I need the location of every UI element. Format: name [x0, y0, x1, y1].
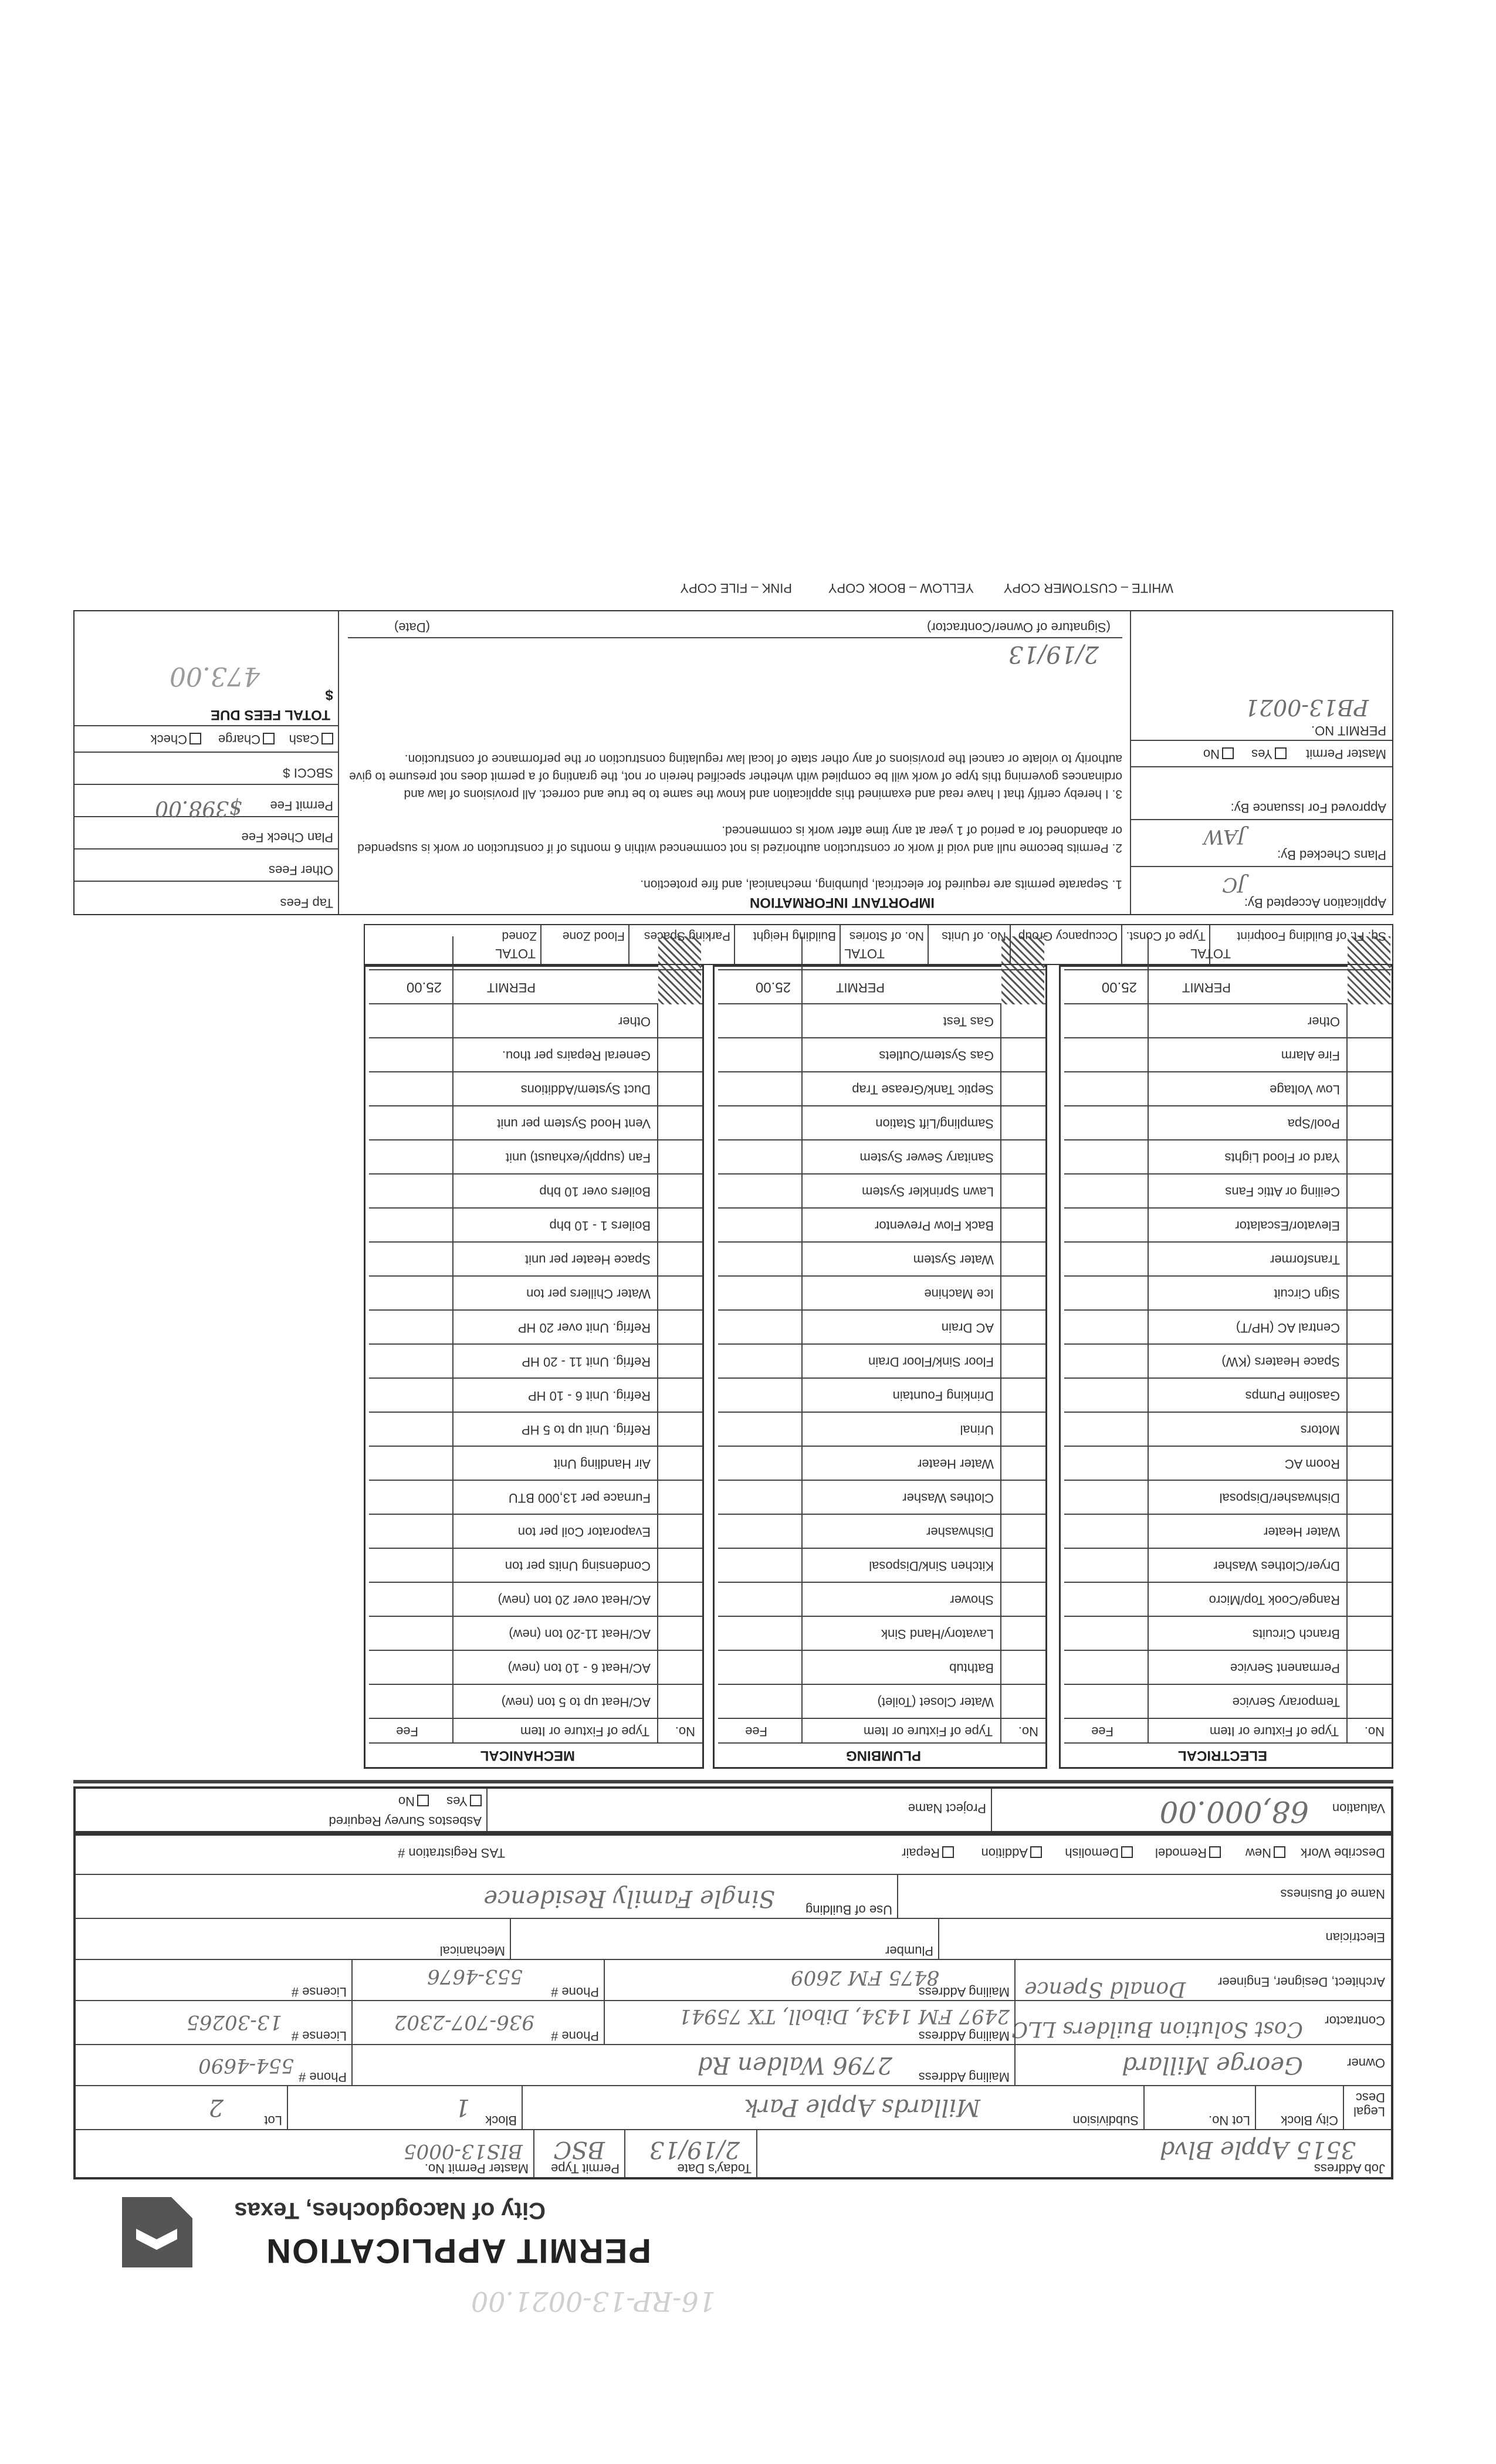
- mechanical-row-8: Air Handling Unit: [553, 1457, 651, 1471]
- electrical-row-rule-14: [1064, 1241, 1392, 1243]
- electrical-title: ELECTRICAL: [1178, 1748, 1267, 1764]
- building-info-section: [364, 924, 1393, 965]
- mechanical-trade-label: Mechanical: [439, 1944, 505, 1958]
- electrical-row-8: Room AC: [1284, 1457, 1340, 1471]
- architect-license-label: License #: [291, 1985, 347, 1999]
- plumbing-row-3: Lavatory/Hand Sink: [881, 1627, 994, 1641]
- total-fees-value: 473.00: [170, 661, 260, 691]
- mechanical-row-rule-20: [369, 1037, 702, 1038]
- plumbing-row-rule-21: [718, 1003, 1045, 1004]
- copy-yellow: YELLOW – BOOK COPY: [828, 581, 974, 595]
- plumbing-row-21: Gas Test: [943, 1014, 994, 1029]
- plumbing-row-17: Sanitary Sewer System: [859, 1150, 994, 1165]
- mechanical-row-16: Boilers over 10 bhp: [539, 1184, 651, 1199]
- electrical-row-rule-2: [1064, 1650, 1392, 1651]
- permit-type-label: Permit Type: [551, 2161, 620, 2176]
- copy-pink: PINK – FILE COPY: [680, 581, 792, 595]
- owner-label: Owner: [1347, 2056, 1385, 2070]
- plumbing-col-no: No.: [1018, 1724, 1038, 1739]
- owner-mailing-label: Mailing Address: [918, 2070, 1010, 2084]
- no-of-units-label: No. of Units: [942, 929, 1006, 943]
- electrical-row-rule-8: [1064, 1446, 1392, 1447]
- electrical-row-rule-7: [1064, 1480, 1392, 1481]
- plumbing-row-rule-12: [718, 1309, 1045, 1311]
- electrical-row-1: Temporary Service: [1232, 1695, 1340, 1710]
- mechanical-row-rule-13: [369, 1275, 702, 1277]
- valuation-label: Valuation: [1332, 1801, 1385, 1816]
- plumbing-row-7: Clothes Washer: [902, 1491, 994, 1505]
- permit-no-value: PB13-0021: [1244, 695, 1369, 720]
- plumbing-row-20: Gas System/Outlets: [879, 1048, 994, 1063]
- plumbing-row-16: Lawn Sprinkler System: [862, 1184, 994, 1199]
- plumbing-row-rule-2: [718, 1650, 1045, 1651]
- electrical-row-rule-5: [1064, 1548, 1392, 1549]
- mechanical-row-rule-7: [369, 1480, 702, 1481]
- plumbing-row-8: Water Heater: [917, 1457, 994, 1471]
- plumbing-row-5: Kitchen Sink/Disposal: [869, 1559, 994, 1573]
- mechanical-permit-rule: [369, 969, 702, 970]
- plumbing-header-rule: [718, 1718, 1045, 1719]
- payment-charge[interactable]: Charge: [218, 732, 275, 747]
- electrical-permit-label: PERMIT: [1182, 980, 1231, 995]
- plumbing-row-rule-10: [718, 1377, 1045, 1379]
- plumbing-row-rule-19: [718, 1071, 1045, 1072]
- occupancy-group-label: Occupancy Group: [1018, 929, 1118, 943]
- plans-checked-value: JAW: [1203, 825, 1245, 848]
- electrical-row-rule-10: [1064, 1377, 1392, 1379]
- electrical-col-rule-1: [1346, 1004, 1348, 1744]
- contractor-phone-value: 936-707-2302: [394, 2011, 534, 2034]
- mechanical-row-7: Furnace per 13,000 BTU: [508, 1491, 651, 1505]
- plumbing-col-fee: Fee: [745, 1724, 767, 1739]
- mechanical-row-rule-16: [369, 1173, 702, 1175]
- electrical-row-16: Ceiling or Attic Fans: [1225, 1184, 1340, 1199]
- building-footprint-label: Sq. Ft. of Building Footprint: [1237, 929, 1386, 943]
- mechanical-row-rule-4: [369, 1582, 702, 1583]
- asbestos-yes[interactable]: Yes: [446, 1793, 482, 1809]
- valuation-value: 68,000.00: [1159, 1795, 1309, 1829]
- electrical-row-4: Range/Cook Top/Micro: [1209, 1593, 1340, 1607]
- plumbing-row-rule-15: [718, 1207, 1045, 1209]
- mechanical-col-rule-1: [657, 1004, 658, 1744]
- mechanical-col-rule-2: [452, 936, 453, 1744]
- architect-phone-label: Phone #: [551, 1985, 599, 1999]
- plumbing-row-9: Urinal: [960, 1423, 994, 1437]
- tas-registration-label: TAS Registration #: [397, 1846, 505, 1860]
- plumbing-row-15: Back Flow Preventor: [875, 1219, 994, 1233]
- owner-phone-label: Phone #: [299, 2070, 347, 2084]
- electrical-row-11: Space Heaters (KW): [1221, 1355, 1340, 1369]
- zoned-label: Zoned: [502, 929, 537, 943]
- electrical-row-7: Dishwasher/Disposal: [1219, 1491, 1340, 1505]
- electrical-row-rule-20: [1064, 1037, 1392, 1038]
- mechanical-row-15: Boilers 1 - 10 bhp: [549, 1219, 651, 1233]
- plumber-label: Plumber: [885, 1944, 933, 1958]
- mechanical-row-6: Evaporator Coil per ton: [517, 1525, 651, 1539]
- mechanical-table: [364, 946, 704, 1769]
- mechanical-row-2: AC/Heat 6 - 10 ton (new): [507, 1661, 651, 1676]
- plumbing-row-18: Sampling/Lift Station: [875, 1116, 994, 1131]
- work-option-repair[interactable]: Repair: [902, 1845, 954, 1860]
- mechanical-header-rule: [369, 1718, 702, 1719]
- electrical-row-rule-11: [1064, 1343, 1392, 1345]
- plumbing-row-2: Bathtub: [949, 1661, 994, 1676]
- mechanical-row-20: General Repairs per thou.: [502, 1048, 651, 1063]
- mechanical-row-rule-5: [369, 1548, 702, 1549]
- accepted-by-value: JC: [1222, 873, 1245, 896]
- electrical-row-14: Transformer: [1270, 1253, 1340, 1267]
- electrical-row-2: Permanent Service: [1230, 1661, 1340, 1676]
- mechanical-title: MECHANICAL: [480, 1748, 575, 1764]
- electrical-permit-value: 25.00: [1101, 979, 1137, 995]
- mechanical-row-rule-10: [369, 1377, 702, 1379]
- electrical-row-rule-3: [1064, 1616, 1392, 1617]
- plumbing-row-rule-13: [718, 1275, 1045, 1277]
- plumbing-col-rule-2: [801, 936, 803, 1744]
- electrical-row-19: Low Voltage: [1270, 1082, 1340, 1097]
- important-info-3: 3. I hereby certify that I have read and examined this application and know the same to be true and correct. All provisions of law and ordinances governing this type of work will be complied with whether specified herein or not, the granting of a permit does not presume to give authority to violate or cancel the provisions of any other state of local law regulating construction or the performance of construction.: [349, 752, 1122, 801]
- architect-mailing-label: Mailing Address: [918, 1985, 1010, 1999]
- architect-mailing-value: 8475 FM 2609: [790, 1966, 939, 1989]
- mechanical-col-type: Type of Fixture or Item: [520, 1724, 649, 1739]
- legal-desc-label: Legal Desc: [1353, 2090, 1385, 2119]
- plumbing-permit-value: 25.00: [755, 979, 791, 995]
- mechanical-total-label: TOTAL: [495, 946, 536, 961]
- electrical-row-20: Fire Alarm: [1281, 1048, 1340, 1063]
- permit-no-label: PERMIT NO.: [1311, 723, 1386, 738]
- mechanical-row-3: AC/Heat 11-20 ton (new): [509, 1627, 651, 1641]
- architect-value: Donald Spence: [1024, 1977, 1186, 2001]
- mechanical-row-9: Refrig. Unit up to 5 HP: [521, 1423, 651, 1437]
- mechanical-row-rule-19: [369, 1071, 702, 1072]
- electrical-row-10: Gasoline Pumps: [1245, 1389, 1340, 1403]
- mechanical-row-13: Water Chillers per ton: [526, 1287, 651, 1301]
- electrical-col-no: No.: [1364, 1724, 1385, 1739]
- plumbing-row-rule-5: [718, 1548, 1045, 1549]
- owner-phone-value: 554-4690: [198, 2054, 294, 2077]
- describe-work-label: Describe Work: [1301, 1846, 1385, 1860]
- mechanical-row-12: Refrig. Unit over 20 HP: [517, 1321, 651, 1335]
- office-section: [73, 610, 1393, 915]
- electrical-row-9: Motors: [1300, 1423, 1340, 1437]
- mechanical-row-14: Space Heater per unit: [524, 1253, 651, 1267]
- mechanical-row-1: AC/Heat up to 5 ton (new): [501, 1695, 651, 1710]
- electrical-col-type: Type of Fixture or Item: [1209, 1724, 1339, 1739]
- mechanical-row-rule-18: [369, 1105, 702, 1106]
- plumbing-row-14: Water System: [913, 1253, 994, 1267]
- type-of-const-label: Type of Const.: [1126, 929, 1206, 943]
- city-logo-icon: [122, 2197, 192, 2267]
- plans-checked-label: Plans Checked By:: [1277, 848, 1386, 862]
- electrical-row-rule-6: [1064, 1514, 1392, 1515]
- job-address-value: 3515 Apple Blvd: [1159, 2136, 1356, 2163]
- electrical-row-rule-15: [1064, 1207, 1392, 1209]
- mechanical-row-rule-17: [369, 1139, 702, 1140]
- master-permit-check-label: Master Permit: [1306, 747, 1386, 761]
- contractor-license-label: License #: [291, 2029, 347, 2043]
- applicant-info-section: [73, 1833, 1393, 2179]
- master-permit-value: BIS13-0005: [404, 2140, 523, 2163]
- electrician-label: Electrician: [1325, 1930, 1385, 1945]
- plumbing-row-19: Septic Tank/Grease Trap: [852, 1082, 994, 1097]
- plumbing-row-rule-14: [718, 1241, 1045, 1243]
- parking-spaces-label: Parking Spaces: [644, 929, 730, 943]
- plumbing-col-type: Type of Fixture or Item: [863, 1724, 993, 1739]
- mechanical-row-21: Other: [618, 1014, 651, 1029]
- mechanical-row-rule-3: [369, 1616, 702, 1617]
- city-block-label: City Block: [1281, 2113, 1338, 2128]
- mechanical-row-17: Fan (supply/exhaust) unit: [505, 1150, 651, 1165]
- plumbing-row-10: Drinking Fountain: [892, 1389, 994, 1403]
- electrical-row-rule-12: [1064, 1309, 1392, 1311]
- architect-phone-value: 553-4676: [427, 1965, 523, 1988]
- tap-fees-label: Tap Fees: [280, 896, 333, 911]
- plumbing-row-rule-8: [718, 1446, 1045, 1447]
- mechanical-row-rule-8: [369, 1446, 702, 1447]
- lot-label: Lot: [264, 2113, 282, 2128]
- electrical-row-3: Branch Circuits: [1252, 1627, 1340, 1641]
- electrical-col-rule-2: [1148, 936, 1149, 1744]
- mechanical-row-4: AC/Heat over 20 ton (new): [497, 1593, 651, 1607]
- electrical-col-fee: Fee: [1091, 1724, 1113, 1739]
- accepted-by-label: Application Accepted By:: [1244, 896, 1386, 911]
- master-permit-no[interactable]: No: [1203, 746, 1234, 761]
- plumbing-table: [713, 946, 1047, 1769]
- project-name-label: Project Name: [908, 1801, 986, 1816]
- plumbing-row-rule-11: [718, 1343, 1045, 1345]
- electrical-row-21: Other: [1307, 1014, 1340, 1029]
- building-height-label: Building Height: [753, 929, 836, 943]
- plumbing-row-4: Shower: [950, 1593, 994, 1607]
- mechanical-row-rule-11: [369, 1343, 702, 1345]
- mechanical-row-18: Vent Hood System per unit: [497, 1116, 651, 1131]
- important-info-title: IMPORTANT INFORMATION: [749, 895, 935, 911]
- use-of-building-label: Use of Building: [805, 1903, 892, 1917]
- mechanical-row-11: Refrig. Unit 11 - 20 HP: [522, 1355, 651, 1369]
- electrical-row-rule-13: [1064, 1275, 1392, 1277]
- plumbing-row-rule-20: [718, 1037, 1045, 1038]
- owner-value: George Millard: [1122, 2052, 1303, 2079]
- stray-note: 16-RP-13-0021.00: [471, 2286, 716, 2317]
- electrical-row-15: Elevator/Escalator: [1235, 1219, 1340, 1233]
- mechanical-row-19: Duct System/Additions: [520, 1082, 651, 1097]
- total-fees-label: TOTAL FEES DUE: [210, 707, 330, 723]
- electrical-permit-rule: [1064, 969, 1392, 970]
- form-subtitle: City of Nacogdoches, Texas: [234, 2198, 546, 2223]
- electrical-row-rule-9: [1064, 1412, 1392, 1413]
- copy-white: WHITE – CUSTOMER COPY: [1003, 581, 1173, 595]
- use-of-building-value: Single Family Residence: [483, 1885, 775, 1912]
- electrical-row-rule-21: [1064, 1003, 1392, 1004]
- other-fees-label: Other Fees: [268, 863, 333, 878]
- owner-mailing-value: 2796 Walden Rd: [697, 2052, 892, 2079]
- electrical-row-rule-17: [1064, 1139, 1392, 1140]
- contractor-label: Contractor: [1325, 2013, 1385, 2028]
- lot-value: 2: [208, 2094, 224, 2121]
- electrical-row-6: Water Heater: [1263, 1525, 1340, 1539]
- mechanical-permit-value: 25.00: [406, 979, 442, 995]
- plumbing-row-6: Dishwasher: [926, 1525, 994, 1539]
- plumbing-row-rule-6: [718, 1514, 1045, 1515]
- plumbing-row-rule-3: [718, 1616, 1045, 1617]
- electrical-title-rule: [1064, 1742, 1392, 1744]
- todays-date-label: Today's Date: [677, 2161, 752, 2176]
- master-permit-yes[interactable]: Yes: [1251, 746, 1287, 761]
- plumbing-row-13: Ice Machine: [924, 1287, 994, 1301]
- approved-issuance-label: Approved For Issuance By:: [1230, 801, 1386, 815]
- work-option-new[interactable]: New: [1245, 1845, 1285, 1860]
- mechanical-permit-label: PERMIT: [486, 980, 536, 995]
- form-title: PERMIT APPLICATION: [265, 2232, 651, 2270]
- block-value: 1: [455, 2094, 470, 2121]
- plumbing-permit-rule: [718, 969, 1045, 970]
- mechanical-col-fee: Fee: [396, 1724, 418, 1739]
- lot-no-label: Lot No.: [1209, 2113, 1250, 2128]
- master-permit-label: Master Permit No.: [424, 2161, 529, 2176]
- no-of-stories-label: No. of Stories: [849, 929, 924, 943]
- job-address-label: Job Address: [1314, 2161, 1385, 2176]
- plumbing-permit-label: PERMIT: [835, 980, 885, 995]
- mechanical-col-no: No.: [675, 1724, 695, 1739]
- plumbing-row-rule-1: [718, 1684, 1045, 1685]
- plumbing-row-1: Water Closet (Toilet): [877, 1695, 994, 1710]
- signature-date-value: 2/19/13: [1008, 641, 1099, 668]
- mechanical-title-rule: [369, 1742, 702, 1744]
- electrical-row-rule-18: [1064, 1105, 1392, 1106]
- work-option-addition[interactable]: Addition: [981, 1845, 1042, 1860]
- electrical-row-rule-19: [1064, 1071, 1392, 1072]
- plumbing-col-rule-1: [1000, 1004, 1001, 1744]
- mechanical-row-rule-2: [369, 1650, 702, 1651]
- electrical-row-rule-16: [1064, 1173, 1392, 1175]
- payment-cash[interactable]: Cash: [289, 732, 333, 747]
- plumbing-row-rule-17: [718, 1139, 1045, 1140]
- electrical-row-5: Dryer/Clothes Washer: [1213, 1559, 1340, 1573]
- total-fees-symbol: $: [325, 687, 333, 703]
- plumbing-row-rule-7: [718, 1480, 1045, 1481]
- plumbing-row-rule-9: [718, 1412, 1045, 1413]
- todays-date-value: 2/19/13: [649, 2136, 740, 2163]
- subdivision-value: Millards Apple Park: [744, 2094, 980, 2121]
- permit-type-value: BSC: [553, 2136, 605, 2163]
- electrical-row-12: Central AC (HP/T): [1236, 1321, 1340, 1335]
- contractor-license-value: 13-30265: [187, 2011, 282, 2034]
- asbestos-no[interactable]: No: [398, 1793, 429, 1809]
- mechanical-row-rule-9: [369, 1412, 702, 1413]
- business-name-label: Name of Business: [1280, 1887, 1385, 1901]
- date-label: (Date): [394, 620, 430, 635]
- plumbing-row-12: AC Drain: [941, 1321, 994, 1335]
- work-option-demolish[interactable]: Demolish: [1065, 1845, 1133, 1860]
- sbcci-label: SBCCI $: [283, 766, 333, 780]
- mechanical-row-rule-1: [369, 1684, 702, 1685]
- important-info-1: 1. Separate permits are required for electrical, plumbing, mechanical, and fire protection.: [640, 878, 1122, 891]
- work-option-remodel[interactable]: Remodel: [1155, 1845, 1221, 1860]
- mechanical-row-5: Condensing Units per ton: [505, 1559, 651, 1573]
- subdivision-label: Subdivision: [1072, 2113, 1139, 2128]
- plumbing-row-rule-4: [718, 1582, 1045, 1583]
- electrical-header-rule: [1064, 1718, 1392, 1719]
- contractor-phone-label: Phone #: [551, 2029, 599, 2043]
- permit-fee-label: Permit Fee: [270, 798, 333, 813]
- block-label: Block: [485, 2113, 517, 2128]
- mechanical-row-rule-14: [369, 1241, 702, 1243]
- flood-zone-label: Flood Zone: [562, 929, 625, 943]
- electrical-row-rule-1: [1064, 1684, 1392, 1685]
- payment-check[interactable]: Check: [151, 732, 201, 747]
- contractor-value: Cost Solution Builders LLC: [1011, 2017, 1303, 2041]
- plumbing-row-11: Floor Sink/Floor Drain: [868, 1355, 994, 1369]
- plumbing-row-rule-16: [718, 1173, 1045, 1175]
- signature-label: (Signature of Owner/Contractor): [926, 620, 1111, 635]
- plumbing-row-rule-18: [718, 1105, 1045, 1106]
- mechanical-row-10: Refrig. Unit 6 - 10 HP: [527, 1389, 651, 1403]
- asbestos-label: Asbestos Survey Required: [329, 1814, 482, 1829]
- electrical-row-17: Yard or Flood Lights: [1224, 1150, 1340, 1165]
- electrical-row-rule-4: [1064, 1582, 1392, 1583]
- plumbing-title-rule: [718, 1742, 1045, 1744]
- plumbing-total-label: TOTAL: [844, 946, 885, 961]
- electrical-row-13: Sign Circuit: [1274, 1287, 1340, 1301]
- plan-check-fee-label: Plan Check Fee: [241, 830, 333, 845]
- mechanical-row-rule-15: [369, 1207, 702, 1209]
- contractor-mailing-value: 2497 FM 1434, Diboll, TX 75941: [678, 2005, 1010, 2028]
- mechanical-row-rule-6: [369, 1514, 702, 1515]
- permit-fee-value: $398.00: [155, 796, 242, 820]
- important-info-2: 2. Permits become null and void if work or construction authorized is not commenced within 6 months of if construction or work is suspended or abandoned for a period of 1 year at any time after work is commenced.: [357, 824, 1122, 855]
- electrical-row-18: Pool/Spa: [1287, 1116, 1340, 1131]
- electrical-table: [1059, 946, 1393, 1769]
- mechanical-row-rule-21: [369, 1003, 702, 1004]
- contractor-mailing-label: Mailing Address: [918, 2029, 1010, 2043]
- plumbing-title: PLUMBING: [846, 1748, 921, 1764]
- valuation-section: [73, 1786, 1393, 1833]
- electrical-total-label: TOTAL: [1190, 946, 1231, 961]
- architect-label: Architect, Designer, Engineer: [1218, 1975, 1385, 1989]
- mechanical-row-rule-12: [369, 1309, 702, 1311]
